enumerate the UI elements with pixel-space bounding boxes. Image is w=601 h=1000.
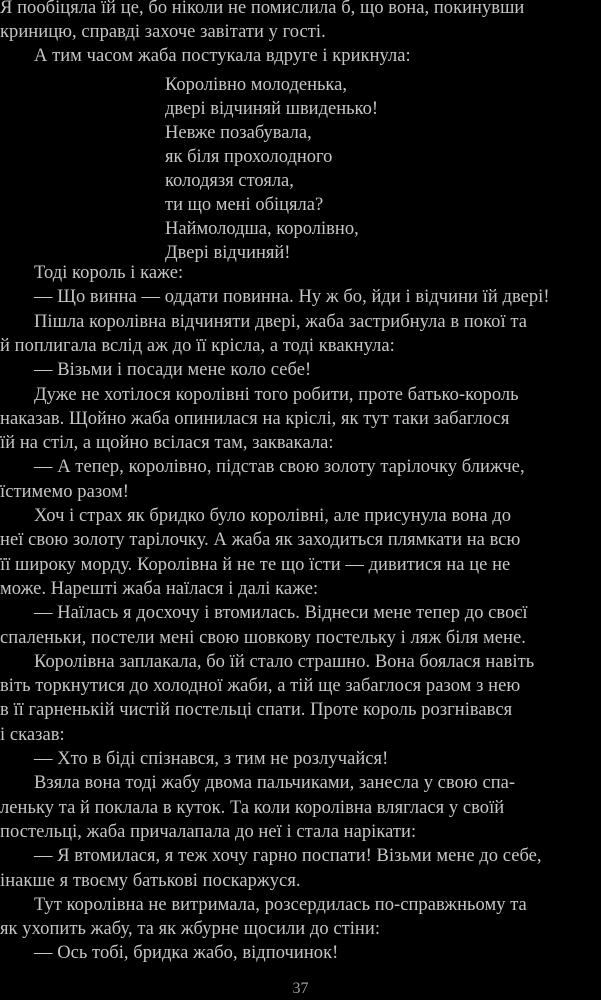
text-line: і сказав: bbox=[0, 724, 65, 745]
text-line: — Візьми і посади мене коло себе! bbox=[34, 360, 312, 381]
text-line: спаленьки, постели мені свою шовкову постельку і ляж біля мене. bbox=[0, 627, 526, 648]
poem-line: колодязя стояла, bbox=[165, 171, 294, 191]
text-line: постельці, жаба причалапала до неї і стала нарікати: bbox=[0, 821, 417, 842]
text-line: Я пообіцяла їй це, бо ніколи не помислила б, що вона, покинувши bbox=[0, 0, 525, 18]
text-line: А тим часом жаба постукала вдруге і крикнула: bbox=[34, 46, 411, 66]
text-line: — Я втомилася, я теж хочу гарно поспати! Візьми мене до себе, bbox=[34, 846, 542, 867]
text-line: неї свою золоту тарілочку. А жаба як заходиться плямкати на всю bbox=[0, 530, 521, 551]
text-line: Пішла королівна відчиняти двері, жаба застрибнула в покої та bbox=[34, 311, 527, 332]
page-number: 37 bbox=[292, 980, 309, 997]
poem-line: як біля прохолодного bbox=[165, 147, 333, 167]
text-line: — Що винна — оддати повинна. Ну ж бо, йди і відчини їй двері! bbox=[34, 287, 550, 308]
text-line: — Хто в біді спізнався, з тим не розлучайся! bbox=[34, 749, 389, 769]
text-line: Тут королівна не витримала, розсердилась по-справжньому та bbox=[34, 894, 527, 915]
text-line: — Ось тобі, бридка жабо, відпочинок! bbox=[34, 943, 339, 964]
text-line: Тоді король і каже: bbox=[34, 263, 184, 283]
text-line: — Наїлась я досхочу і втомилась. Віднеси мене тепер до своєї bbox=[34, 603, 528, 624]
text-line: Взяла вона тоді жабу двома пальчиками, занесла у свою спа- bbox=[34, 773, 516, 794]
poem-line: Наймолодша, королівно, bbox=[165, 219, 359, 239]
text-line: Дуже не хотілося королівні того робити, проте батько-король bbox=[34, 384, 519, 405]
text-line: леньку та й поклала в куток. Та коли королівна вляглася у своїй bbox=[0, 797, 505, 818]
poem-line: Королівно молоденька, bbox=[165, 75, 347, 95]
poem-line: двері відчиняй швиденько! bbox=[165, 99, 378, 119]
text-line: їй на стіл, а щойно всілася там, заквакала: bbox=[0, 433, 334, 454]
text-line: інакше я твоєму батькові поскаржуся. bbox=[0, 870, 301, 891]
text-line: може. Нарешті жаба наїлася і далі каже: bbox=[0, 578, 319, 599]
text-line: віть торкнутися до холодної жаби, а тій ще забаглося разом з нею bbox=[0, 676, 521, 697]
text-line: як ухопить жабу, та як жбурне щосили до стіни: bbox=[0, 919, 381, 940]
poem-line: Двері відчиняй! bbox=[165, 243, 291, 263]
text-line: криницю, справді захоче завітати у гості. bbox=[0, 22, 326, 42]
text-line: Королівна заплакала, бо їй стало страшно. Вона боялася навіть bbox=[34, 651, 535, 672]
text-line: їстимемо разом! bbox=[0, 481, 130, 502]
text-line: Хоч і страх як бридко було королівні, але присунула вона до bbox=[34, 506, 512, 526]
poem-line: ти що мені обіцяла? bbox=[165, 195, 324, 215]
text-line: в її гарненькій чистій постельці спати. Проте король розгнівався bbox=[0, 700, 513, 721]
text-line: — А тепер, королівно, підстав свою золоту тарілочку ближче, bbox=[34, 457, 525, 478]
text-line: наказав. Щойно жаба опинилася на кріслі, як тут таки забаглося bbox=[0, 408, 510, 429]
poem-block bbox=[165, 73, 378, 265]
poem-line: Невже позабувала, bbox=[165, 123, 312, 143]
text-line: й поплигала вслід аж до її крісла, а тоді квакнула: bbox=[0, 335, 395, 356]
text-line: її широку морду. Королівна й не те що їсти — дивитися на це не bbox=[0, 554, 511, 575]
